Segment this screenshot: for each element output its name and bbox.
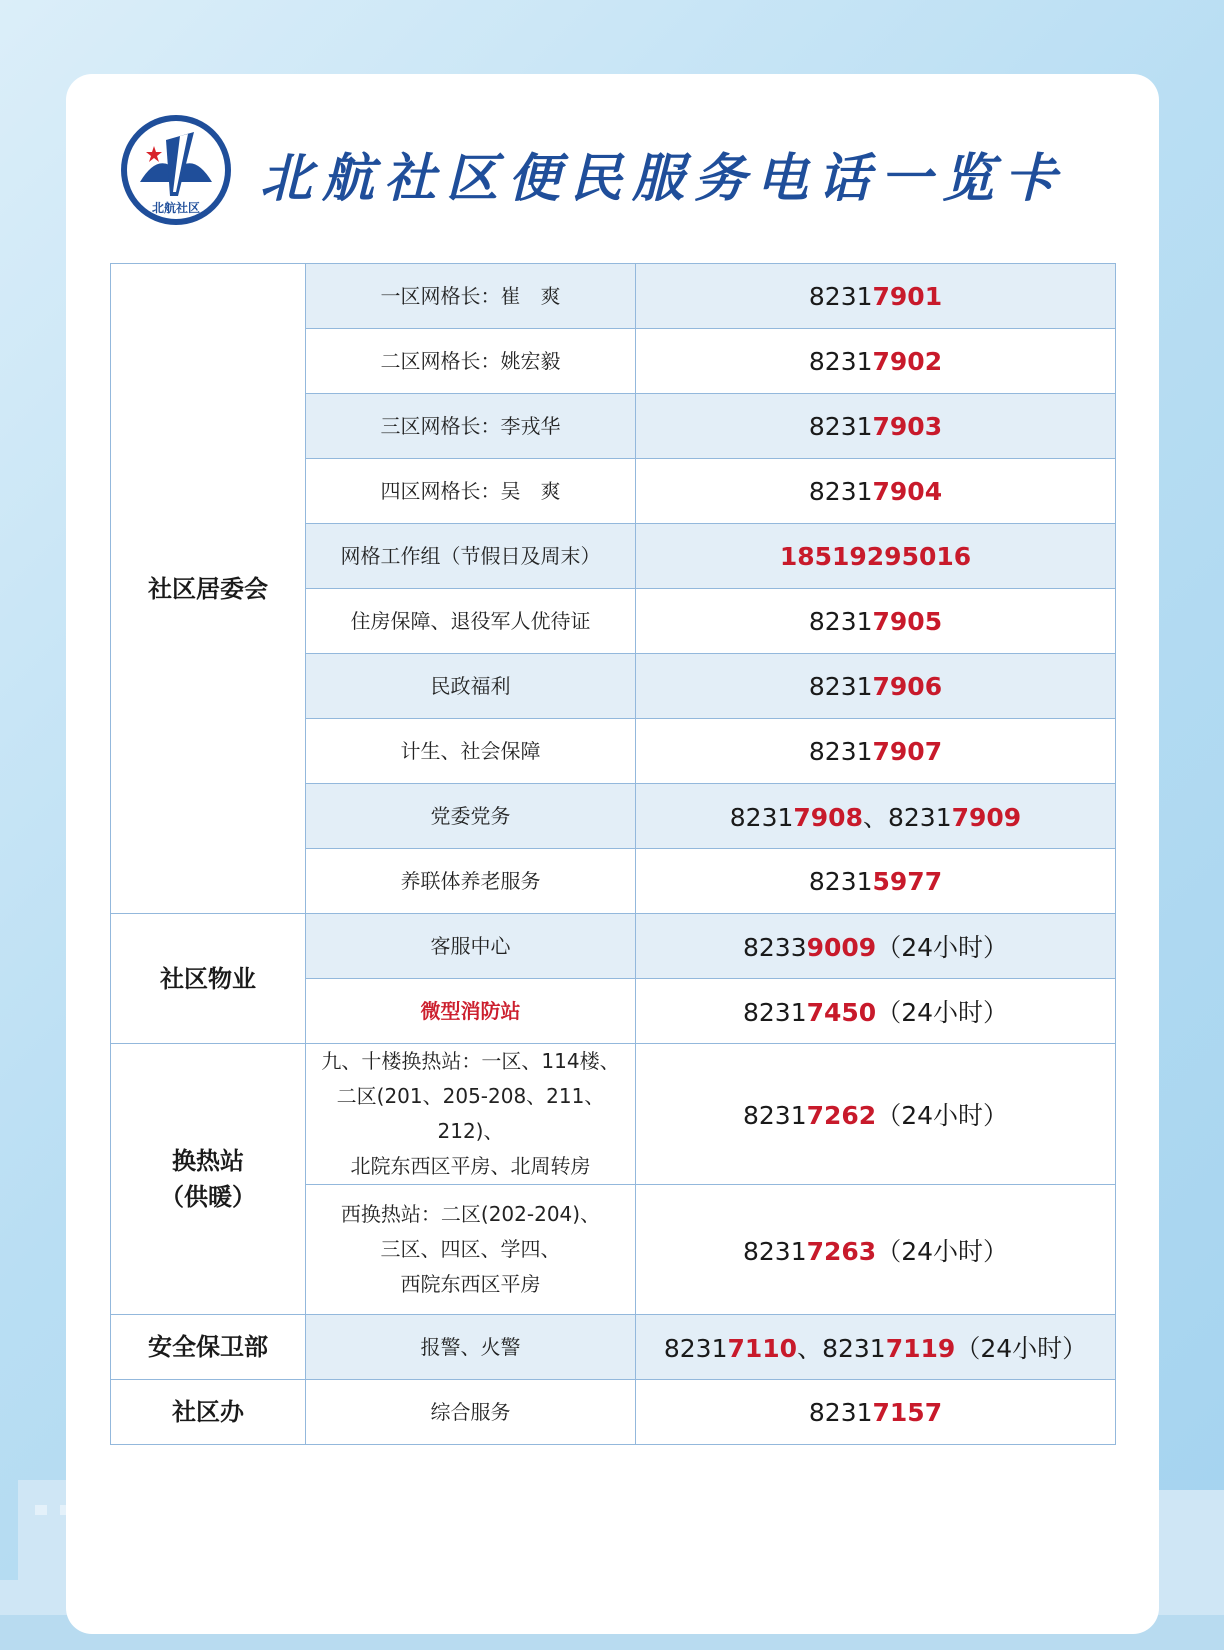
phone-number: 82317903	[636, 394, 1116, 459]
phone-number: 18519295016	[636, 524, 1116, 589]
category-line: （供暖）	[160, 1183, 256, 1211]
service-name: 四区网格长：吴 爽	[306, 459, 636, 524]
service-name: 养联体养老服务	[306, 849, 636, 914]
category-line: 换热站	[172, 1147, 244, 1175]
table-row	[111, 264, 1116, 329]
service-name: 一区网格长：崔 爽	[306, 264, 636, 329]
phone-number: 82317904	[636, 459, 1116, 524]
phone-number: 82339009（24小时）	[636, 914, 1116, 979]
service-name: 计生、社会保障	[306, 719, 636, 784]
phone-number: 82317262（24小时）	[636, 1044, 1116, 1185]
phone-directory-table	[110, 263, 1116, 1445]
category-cell: 安全保卫部	[111, 1315, 306, 1380]
service-name: 报警、火警	[306, 1315, 636, 1380]
service-name: 党委党务	[306, 784, 636, 849]
phone-number: 82317263（24小时）	[636, 1185, 1116, 1315]
service-name: 二区网格长：姚宏毅	[306, 329, 636, 394]
service-name: 综合服务	[306, 1380, 636, 1445]
service-name: 西换热站：二区(202-204)、 三区、四区、学四、 西院东西区平房	[306, 1185, 636, 1315]
phone-number: 82317907	[636, 719, 1116, 784]
category-cell: 社区居委会	[111, 264, 306, 914]
service-name: 客服中心	[306, 914, 636, 979]
header	[118, 110, 1118, 228]
table-row	[111, 1044, 1116, 1185]
phone-number: 82317905	[636, 589, 1116, 654]
category-cell: 社区物业	[111, 914, 306, 1044]
phone-number: 82315977	[636, 849, 1116, 914]
table-row	[111, 1380, 1116, 1445]
service-name: 三区网格长：李戎华	[306, 394, 636, 459]
phone-number: 82317906	[636, 654, 1116, 719]
phone-number: 82317157	[636, 1380, 1116, 1445]
page-title: 北航社区便民服务电话一览卡	[260, 148, 1067, 209]
table-row	[111, 1315, 1116, 1380]
service-name: 九、十楼换热站：一区、114楼、 二区(201、205-208、211、212)、 北院东西区平房、北周转房	[306, 1044, 636, 1185]
phone-number: 82317110、82317119（24小时）	[636, 1315, 1116, 1380]
phone-number: 82317901	[636, 264, 1116, 329]
service-name: 微型消防站	[306, 979, 636, 1044]
phone-number: 82317908、82317909	[636, 784, 1116, 849]
table-row	[111, 914, 1116, 979]
phone-number: 82317902	[636, 329, 1116, 394]
category-cell	[111, 1044, 306, 1315]
service-name: 网格工作组（节假日及周末）	[306, 524, 636, 589]
category-cell: 社区办	[111, 1380, 306, 1445]
service-name: 住房保障、退役军人优待证	[306, 589, 636, 654]
service-name: 民政福利	[306, 654, 636, 719]
logo-text: 北航社区	[151, 201, 201, 215]
phone-number: 82317450（24小时）	[636, 979, 1116, 1044]
community-logo	[118, 112, 234, 228]
